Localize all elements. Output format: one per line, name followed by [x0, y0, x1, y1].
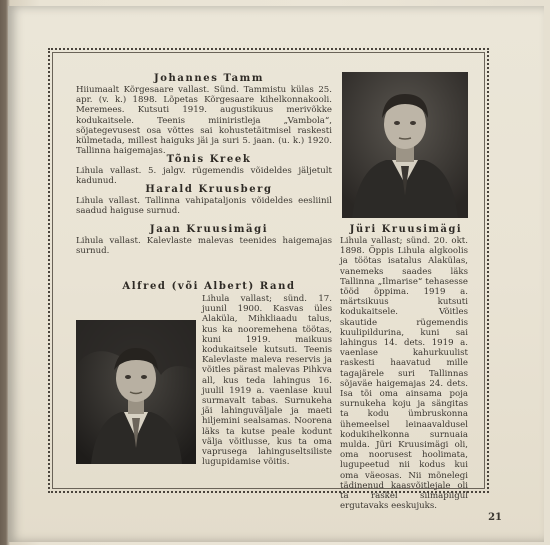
entry-bio-text-alfred-rand: Lihula vallast; sünd. 17. juunil 1900. Kasvas üles Alaküla, Mihkliaadu talus, kus ka nooremehena töötas, kuni 1919. maikuus kodukaitsele kutsuti. Teenis Kalevlaste maleva reservis ja võitles pärast malevas Pihkva all, kus teda lahingus 16. juulil 1919 a. vaenlase kuul surmavalt tabas. Surnukeha jäi lahinguväljale ja maeti hiljemini sealsamas. Noorena läks ta kutse peale kodunt välja võitlusse, kus ta oma vaprusega lahinguseltsiliste lugupidamise võitis.	[202, 294, 332, 468]
page-number: 21	[488, 512, 502, 523]
entry-name-johannes-tamm: Johannes Tamm	[153, 73, 265, 84]
entry-name-jaan-kruusimagi: Jaan Kruusimägi	[149, 224, 269, 235]
portrait-image-juri	[342, 72, 468, 218]
portrait-photo-juri-kruusimagi	[342, 72, 468, 218]
entry-name-tonis-kreek: Tõnis Kreek	[166, 154, 252, 165]
entry-bio-alfred-rand	[76, 294, 332, 474]
portrait-photo-alfred-rand	[76, 320, 196, 464]
entry-bio-harald-kruusberg: Lihula vallast. Tallinna vahipataljonis võideldes eesliinil saadud haiguse surnud.	[76, 196, 332, 217]
entry-bio-juri-kruusimagi: Lihula vallast; sünd. 20. okt. 1898. Õppis Lihula algkoolis ja töötas isatalus Alakülas, vanemeks saades läks Tallinna „Ilmarise“ tehasesse tööd õppima. 1919 a. märtsikuus kutsuti kodukaitsele. Võitles skautide rügemendis kuulipildurina, kuni sai lahingus 14. dets. 1919 a. vaenlase kahurkuulist raskesti haavatud mille tagajärele suri Tallinnas sõjaväe haigemajas 24. dets. Isa tõi oma ainsama poja surnukeha koju ja sängitas ta kodu ümbruskonna ühemeelsel leinaavaldusel kodukihelkonna surnuaia mulda. Jüri Kruusimägi oli, oma noorusest hoolimata, lugupeetud nii kodus kui oma väeosas. Nii mõnelegi tädinenud kaasvõitlejale oli ta raskel silmapilgul ergutavaks eeskujuks.	[340, 236, 468, 512]
entry-name-harald-kruusberg: Harald Kruusberg	[145, 184, 273, 195]
entry-name-alfred-rand: Alfred (või Albert) Rand	[122, 281, 296, 292]
entry-name-juri-kruusimagi: Jüri Kruusimägi	[349, 224, 463, 235]
portrait-image-alfred	[76, 320, 196, 464]
entry-bio-johannes-tamm: Hiiumaalt Kõrgesaare vallast. Sünd. Tammistu külas 25. apr. (v. k.) 1898. Lõpetas Kõrgesaare kihelkonnakooli. Meremees. Kutsuti 1919. augustikuus merivõkke kodukaitsele. Teenis miiniristleja „Vambola“, sõjategevusest osa võttes sai kohustetäitmisel raskesti külmetada, millest haiguks jäi ja suri 5. jaan. (u. k.) 1920. Tallinna haigemajas.	[76, 85, 332, 157]
entry-bio-tonis-kreek: Lihula vallast. 5. jalgv. rügemendis võideldes jäljetult kadunud.	[76, 166, 332, 187]
entry-bio-jaan-kruusimagi: Lihula vallast. Kalevlaste malevas teenides haigemajas surnud.	[76, 236, 332, 257]
